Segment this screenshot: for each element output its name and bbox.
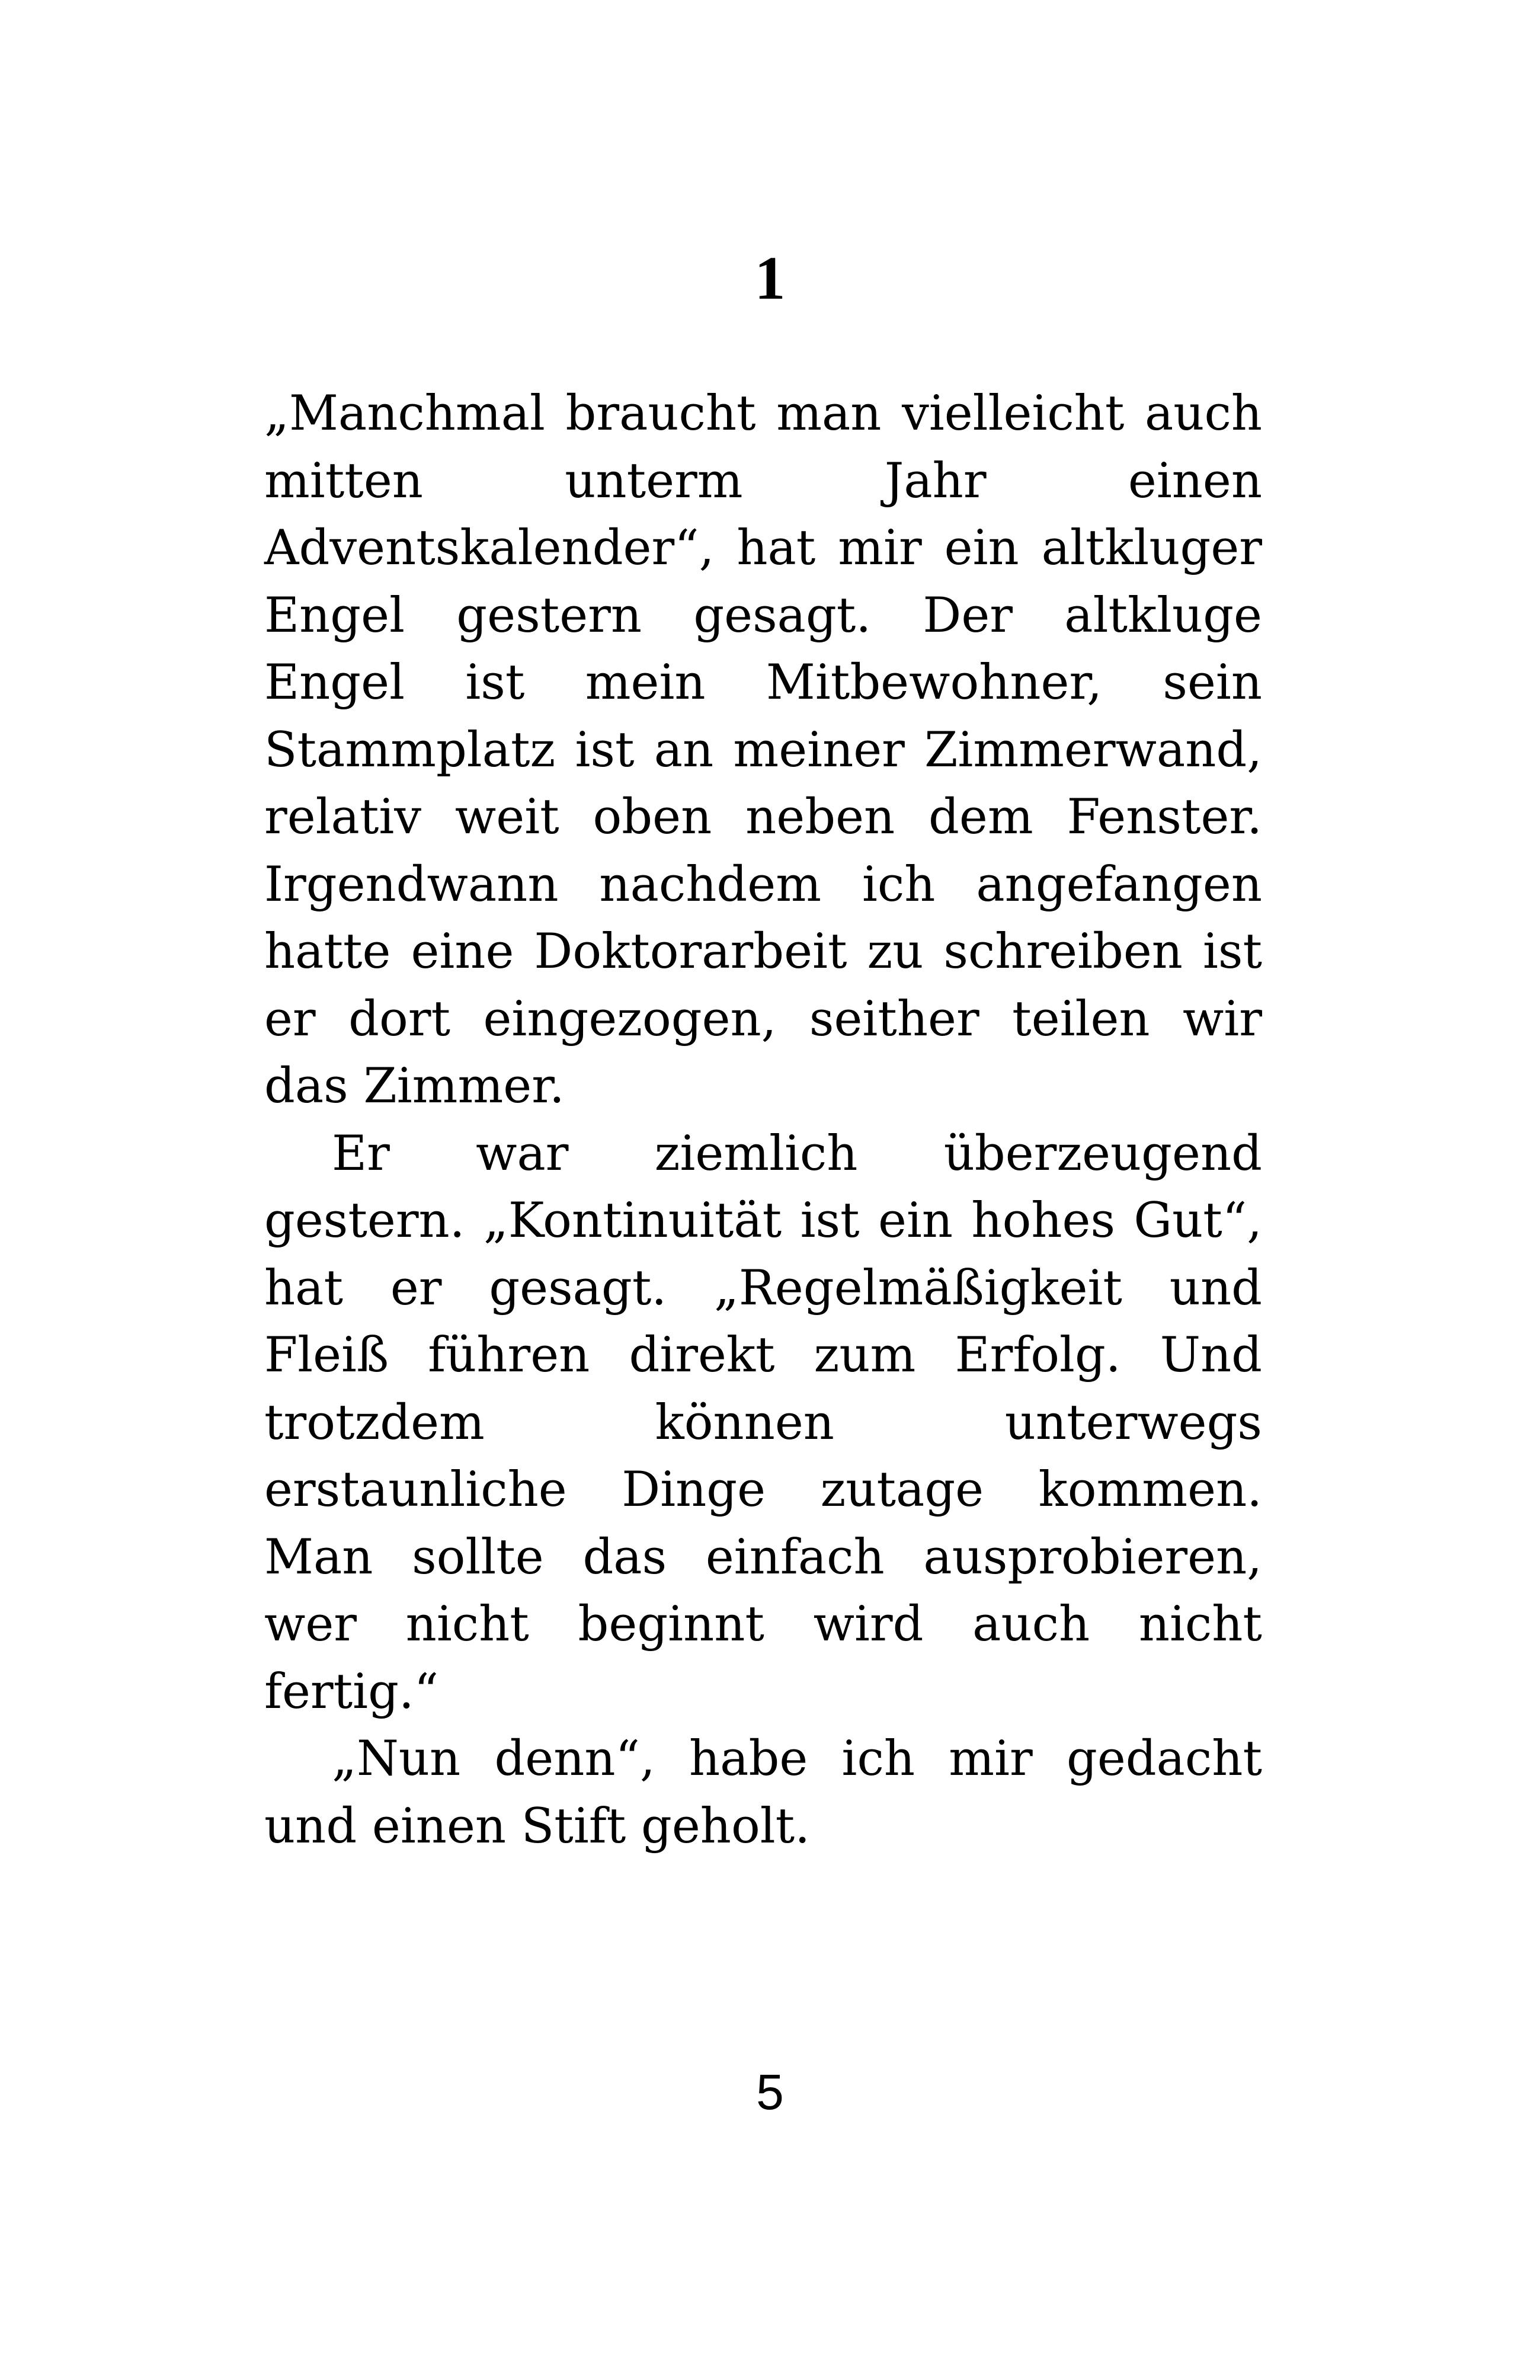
- chapter-number: 1: [754, 244, 786, 312]
- paragraph-1: „Manchmal braucht man vielleicht auch mitten unterm Jahr einen Adventskalender“, hat mir ein altkluger Engel gestern gesagt. Der altkluge Engel ist mein Mitbewohner, sein Stammplatz ist an meiner Zimmerwand, relativ weit oben neben dem Fenster. Irgendwann nachdem ich angefangen hatte eine Doktorarbeit zu schreiben ist er dort eingezogen, seither teilen wir das Zimmer.: [264, 386, 1262, 1114]
- body-text: [264, 380, 1262, 1860]
- page-number: 5: [756, 2064, 784, 2120]
- paragraph-2: Er war ziemlich überzeugend gestern. „Kontinuität ist ein hohes Gut“, hat er gesagt. „Regelmäßigkeit und Fleiß führen direkt zum Erfolg. Und trotzdem können unterwegs erstaunliche Dinge zutage kommen. Man sollte das einfach ausprobieren, wer nicht beginnt wird auch nicht fertig.“: [264, 1125, 1262, 1720]
- paragraph-3: „Nun denn“, habe ich mir gedacht und einen Stift geholt.: [264, 1731, 1262, 1854]
